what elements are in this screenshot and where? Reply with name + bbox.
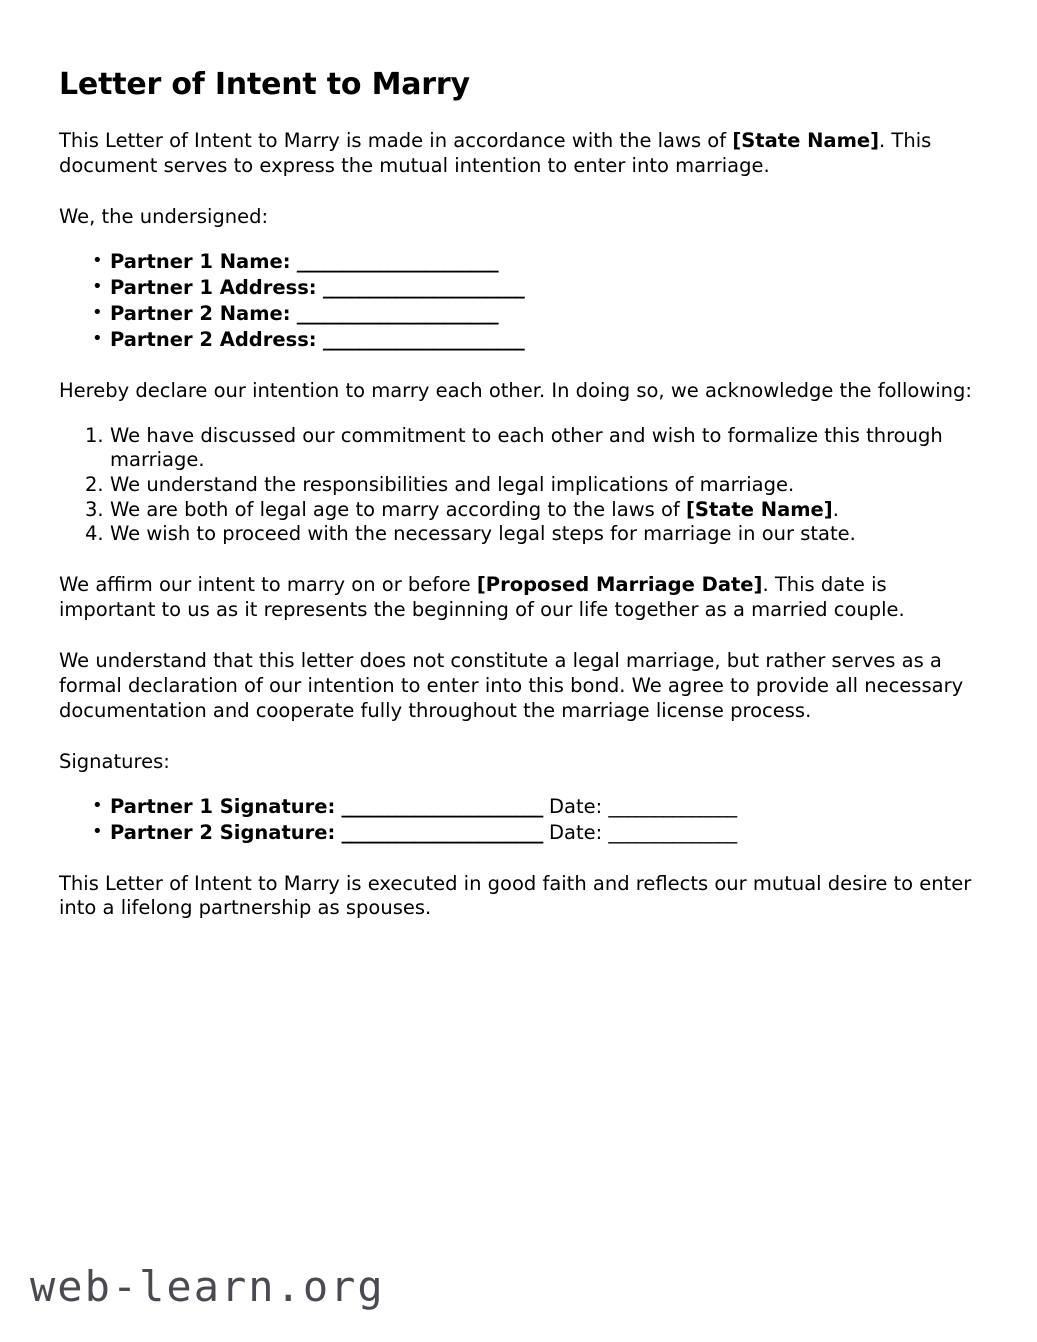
date-blank[interactable]: ______________ bbox=[608, 820, 737, 844]
signature-label: Partner 2 Signature: bbox=[110, 820, 336, 844]
party-fields-list bbox=[59, 250, 975, 353]
undersigned-label: We, the undersigned: bbox=[59, 204, 269, 228]
list-item bbox=[59, 473, 975, 498]
list-item bbox=[59, 498, 975, 523]
understanding-paragraph: We understand that this letter does not constitute a legal marriage, but rather serves as a formal declaration of our intention to enter into this bond. We agree to provide all necessary documentation and cooperate fully throughout the marriage license process. bbox=[59, 648, 964, 722]
state-name-placeholder: [State Name] bbox=[685, 497, 833, 521]
affirm-text-before: We affirm our intent to marry on or before bbox=[59, 572, 477, 596]
page-title: Letter of Intent to Marry bbox=[59, 67, 470, 102]
intro-text-before: This Letter of Intent to Marry is made in accordance with the laws of bbox=[59, 129, 733, 152]
date-blank[interactable]: ______________ bbox=[608, 794, 737, 818]
declaration-paragraph: Hereby declare our intention to marry each other. In doing so, we acknowledge the following: bbox=[59, 378, 972, 402]
affirm-text-after: . This date is important to us as it represents the beginning of our life together as a married couple. bbox=[59, 572, 905, 621]
list-item bbox=[59, 250, 975, 275]
signature-blank[interactable]: ______________________ bbox=[341, 820, 543, 844]
proposed-marriage-date-placeholder: [Proposed Marriage Date] bbox=[476, 572, 763, 596]
signature-blank[interactable]: ______________________ bbox=[341, 794, 543, 818]
item-text-before: We have discussed our commitment to each other and wish to formalize this through marriage. bbox=[110, 423, 943, 472]
fill-in-blank[interactable]: ______________________ bbox=[296, 249, 499, 273]
affirmation-paragraph bbox=[59, 573, 975, 623]
item-text-before: We are both of legal age to marry according to the laws of bbox=[110, 497, 686, 521]
date-label: Date: bbox=[549, 794, 603, 818]
list-item bbox=[59, 328, 975, 353]
item-text-before: We wish to proceed with the necessary legal steps for marriage in our state. bbox=[110, 522, 856, 546]
item-text-after: . bbox=[832, 497, 839, 521]
date-label: Date: bbox=[549, 820, 603, 844]
site-watermark: web-learn.org bbox=[30, 1262, 385, 1311]
item-text-before: We understand the responsibilities and legal implications of marriage. bbox=[110, 472, 795, 496]
signature-label: Partner 1 Signature: bbox=[110, 794, 336, 818]
field-label: Partner 2 Name: bbox=[110, 301, 291, 325]
list-item bbox=[59, 522, 975, 547]
field-label: Partner 2 Address: bbox=[110, 327, 317, 351]
intro-paragraph bbox=[59, 129, 975, 179]
list-item bbox=[59, 424, 975, 473]
closing-paragraph: This Letter of Intent to Marry is executed in good faith and reflects our mutual desire to enter into a lifelong partnership as spouses. bbox=[59, 871, 972, 920]
state-name-placeholder: [State Name] bbox=[732, 129, 880, 152]
fill-in-blank[interactable]: ______________________ bbox=[322, 327, 525, 351]
field-label: Partner 1 Name: bbox=[110, 249, 291, 273]
signature-list bbox=[59, 795, 975, 846]
list-item bbox=[59, 276, 975, 301]
list-item bbox=[59, 821, 975, 846]
field-label: Partner 1 Address: bbox=[110, 275, 317, 299]
list-item bbox=[59, 795, 975, 820]
signatures-label: Signatures: bbox=[59, 749, 170, 773]
fill-in-blank[interactable]: ______________________ bbox=[322, 275, 525, 299]
list-item bbox=[59, 302, 975, 327]
intro-text-after: . This document serves to express the mutual intention to enter into marriage. bbox=[59, 129, 932, 177]
acknowledgements-list bbox=[59, 424, 975, 547]
fill-in-blank[interactable]: ______________________ bbox=[296, 301, 499, 325]
